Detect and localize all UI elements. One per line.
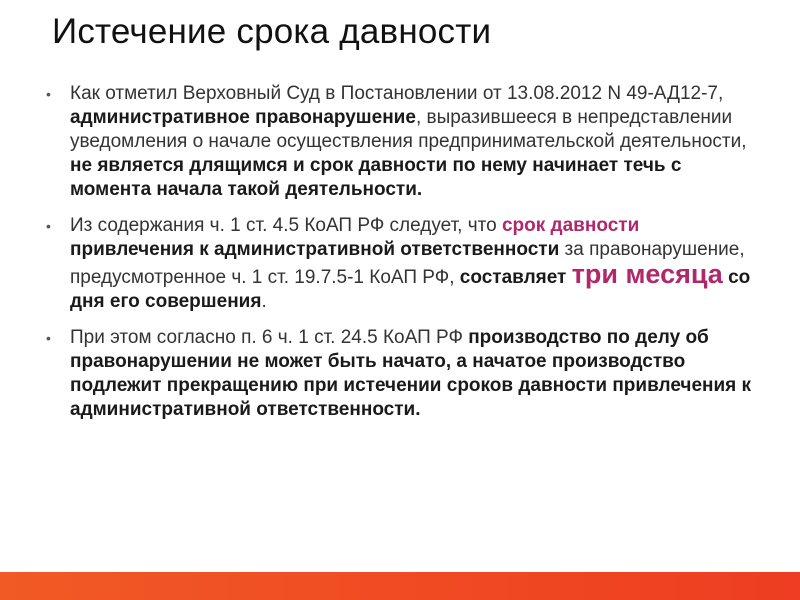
text-segment: .	[261, 291, 267, 312]
bullet-item-limitation-period	[38, 214, 754, 314]
text-segment-bold: со дня его совершения	[70, 267, 751, 312]
text-segment: Из содержания ч. 1 ст. 4.5 КоАП РФ следует, что	[70, 215, 502, 236]
bullet-list	[38, 82, 754, 422]
bullet-marker-icon: •	[46, 330, 51, 346]
text-segment-bold: не является длящимся и срок давности по нему начинает течь с момента начала такой деятельности.	[70, 155, 682, 200]
text-segment-bold: привлечения к административной ответственности	[70, 239, 560, 260]
text-segment-bold: административное правонарушение	[70, 107, 416, 128]
text-segment: При этом согласно п. 6 ч. 1 ст. 24.5 КоАП РФ	[70, 327, 469, 348]
text-segment: , выразившееся в непредставлении уведомления о начале осуществления предпринимательской деятельности,	[70, 107, 747, 152]
text-segment-bold: производство по делу об правонарушении не может быть начато, а начатое производство подлежит прекращению при истечении сроков давности привлечения к административной ответственности.	[70, 327, 752, 420]
bullet-marker-icon: •	[46, 218, 51, 234]
text-segment: Как отметил Верховный Суд в Постановлении от 13.08.2012 N 49-АД12-7,	[70, 83, 724, 104]
bullet-item-supreme-court	[38, 82, 754, 202]
slide-title: Истечение срока давности	[52, 12, 492, 51]
text-segment: за правонарушение, предусмотренное ч. 1 ст. 19.7.5-1 КоАП РФ,	[70, 239, 745, 288]
footer-bar	[0, 572, 800, 600]
text-segment-accent-large: три месяца	[571, 259, 723, 289]
text-segment-accent: срок давности	[501, 215, 640, 236]
bullet-marker-icon: •	[46, 86, 51, 102]
bullet-item-proceedings	[38, 326, 754, 422]
text-segment-bold: составляет	[459, 267, 572, 288]
